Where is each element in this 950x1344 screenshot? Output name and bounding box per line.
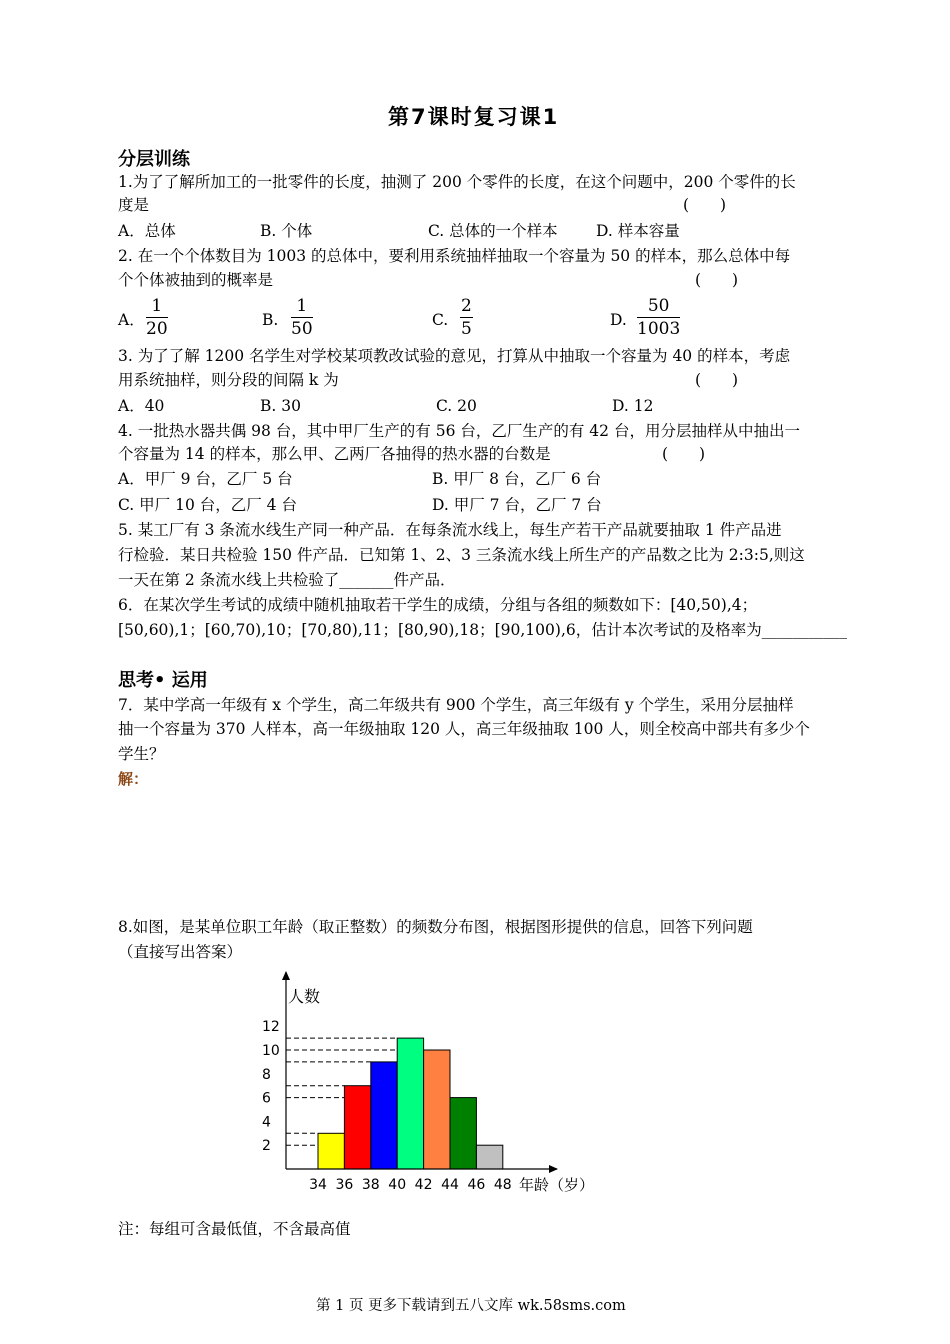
y-axis-label: 人数 xyxy=(288,987,321,1006)
x-tick-label: 34 xyxy=(309,1177,327,1193)
q7-line2: 抽一个容量为 370 人样本，高一年级抽取 120 人，高三年级抽取 100 人，则全校高中部共有多少个 xyxy=(118,720,810,738)
x-tick-label: 46 xyxy=(467,1177,486,1193)
q2-option-d-numerator: 50 xyxy=(637,295,680,318)
q4-option-d: D. 甲厂 7 台，乙厂 7 台 xyxy=(432,496,602,514)
q3-answer-paren: ( ) xyxy=(695,371,739,389)
y-tick-label: 4 xyxy=(262,1114,271,1131)
q7-solution-label: 解： xyxy=(118,770,149,788)
q2-option-d-fraction xyxy=(637,295,680,340)
page-title: 第7课时复习课1 xyxy=(388,105,560,129)
q2-option-c-denominator: 5 xyxy=(461,319,472,339)
q2-option-a-numerator: 1 xyxy=(146,295,168,318)
q1-option-b: B. 个体 xyxy=(260,222,313,240)
q1-option-c: C. 总体的一个样本 xyxy=(428,222,558,240)
q8-line2: （直接写出答案） xyxy=(118,943,243,961)
bar-46-48 xyxy=(476,1145,502,1169)
q2-option-c-label: C. xyxy=(432,311,449,329)
y-tick-label: 8 xyxy=(262,1066,271,1083)
q2-option-a-label: A． xyxy=(118,311,145,329)
q2-answer-paren: ( ) xyxy=(695,271,739,289)
y-tick-label: 12 xyxy=(262,1019,280,1036)
q5-line2: 行检验．某日共检验 150 件产品．已知第 1、2、3 三条流水线上所生产的产品数之比为 2:3:5,则这 xyxy=(118,546,805,564)
q3-line2: 用系统抽样，则分段的间隔 k 为 xyxy=(118,371,339,389)
q2-option-c-fraction xyxy=(460,295,473,340)
bar-42-44 xyxy=(424,1050,450,1169)
section-heading-layered-training: 分层训练 xyxy=(118,149,190,170)
q2-line1: 2. 在一个个体数目为 1003 的总体中，要利用系统抽样抽取一个容量为 50 的样本，那么总体中每 xyxy=(118,247,791,265)
q5-line3: 一天在第 2 条流水线上共检验了_______件产品． xyxy=(118,571,456,589)
bar-40-42 xyxy=(397,1038,423,1169)
q6-line2: [50,60),1；[60,70),10；[70,80),11；[80,90),18；[90,100),6，估计本次考试的及格率为___________ xyxy=(118,621,847,639)
y-tick-label: 2 xyxy=(262,1138,271,1155)
q3-option-d: D. 12 xyxy=(612,397,654,415)
q1-line2: 度是 xyxy=(118,196,150,214)
q3-option-a: A．40 xyxy=(118,397,165,415)
q7-line3: 学生？ xyxy=(118,745,165,763)
y-tick-label: 10 xyxy=(262,1043,280,1059)
q1-answer-paren: ( ) xyxy=(683,196,727,214)
x-tick-label: 38 xyxy=(361,1177,380,1193)
x-tick-label: 44 xyxy=(441,1177,459,1193)
q2-option-a-denominator: 20 xyxy=(146,319,168,339)
q2-option-c-numerator: 2 xyxy=(461,296,472,316)
q1-option-a: A．总体 xyxy=(118,222,176,240)
q2-line2: 个个体被抽到的概率是 xyxy=(118,271,274,289)
q4-line1: 4. 一批热水器共偶 98 台，其中甲厂生产的有 56 台，乙厂生产的有 42 台，用分层抽样从中抽出一 xyxy=(118,422,800,440)
q4-option-c: C. 甲厂 10 台，乙厂 4 台 xyxy=(118,496,297,514)
q2-option-d-denominator: 1003 xyxy=(637,319,681,339)
x-tick-label: 42 xyxy=(414,1177,433,1193)
x-tick-label: 48 xyxy=(493,1177,512,1193)
bar-44-46 xyxy=(450,1098,476,1169)
q5-line1: 5. 某工厂有 3 条流水线生产同一种产品．在每条流水线上，每生产若干产品就要抽取 1 件产品进 xyxy=(118,521,782,539)
x-axis-label: 年龄（岁） xyxy=(519,1176,595,1194)
x-tick-label: 40 xyxy=(388,1177,407,1193)
q4-answer-paren: ( ) xyxy=(662,445,706,463)
note: 注：每组可含最低值，不含最高值 xyxy=(118,1220,351,1238)
section-heading-thinking-application: 思考• 运用 xyxy=(118,670,208,691)
q2-option-b-label: B. xyxy=(262,311,279,329)
q6-line1: 6．在某次学生考试的成绩中随机抽取若干学生的成绩，分组与各组的频数如下：[40,50),4； xyxy=(118,596,758,614)
q3-option-c: C. 20 xyxy=(436,397,477,415)
q2-option-b-fraction xyxy=(291,295,313,340)
bar-36-38 xyxy=(344,1086,370,1169)
y-tick-label: 6 xyxy=(262,1090,271,1107)
page-footer: 第 1 页 更多下载请到五八文库 wk.58sms.com xyxy=(316,1298,626,1314)
bar-38-40 xyxy=(371,1062,397,1169)
q4-option-a: A．甲厂 9 台，乙厂 5 台 xyxy=(118,470,293,488)
q7-line1: 7．某中学高一年级有 x 个学生，高二年级共有 900 个学生，高三年级有 y 个学生，采用分层抽样 xyxy=(118,696,794,714)
q1-option-d: D. 样本容量 xyxy=(596,222,680,240)
q2-option-b-denominator: 50 xyxy=(291,319,313,339)
bar-34-36 xyxy=(318,1133,344,1169)
q3-line1: 3. 为了了解 1200 名学生对学校某项教改试验的意见，打算从中抽取一个容量为 40 的样本，考虑 xyxy=(118,347,791,365)
q2-option-a-fraction xyxy=(146,295,168,340)
q2-option-d-label: D. xyxy=(610,311,627,329)
q3-option-b: B. 30 xyxy=(260,397,301,415)
q2-option-b-numerator: 1 xyxy=(291,295,313,318)
q4-option-b: B. 甲厂 8 台，乙厂 6 台 xyxy=(432,470,602,488)
q8-line1: 8.如图，是某单位职工年龄（取正整数）的频数分布图，根据图形提供的信息，回答下列问题 xyxy=(118,918,753,936)
q1-line1: 1.为了了解所加工的一批零件的长度，抽测了 200 个零件的长度，在这个问题中，200 个零件的长 xyxy=(118,173,796,191)
q4-line2: 个容量为 14 的样本，那么甲、乙两厂各抽得的热水器的台数是 xyxy=(118,445,551,463)
x-tick-label: 36 xyxy=(335,1177,354,1193)
